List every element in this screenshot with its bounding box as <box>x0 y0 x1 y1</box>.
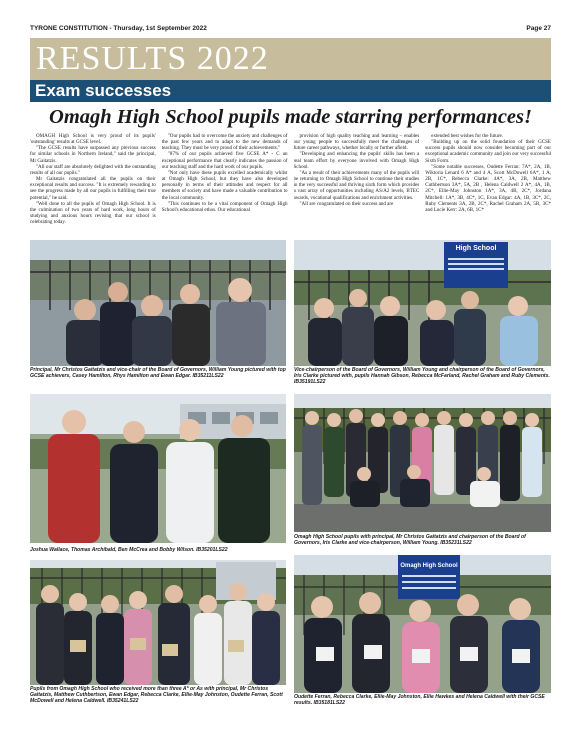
article-column-4 <box>425 133 551 239</box>
photo-top-grades-group <box>30 560 286 685</box>
publication-dateline: TYRONE CONSTITUTION - Thursday, 1st September 2022 <box>30 24 207 32</box>
results-banner <box>30 38 551 80</box>
paragraph: "Not only have these pupils excelled academically whilst at Omagh High School, but they have also developed personally in terms of their attitudes and respect for all members of society and have made a valuable contribution to the local community. <box>161 169 288 201</box>
paragraph: "Developing and enhancing the pupils' skills has been a real team effort by everyone involved with Omagh High School. <box>293 151 420 170</box>
photo-four-pupils <box>30 394 286 543</box>
section-banner <box>30 80 551 102</box>
page-header <box>30 22 551 34</box>
page-number: Page 27 <box>526 24 551 32</box>
banner-title: RESULTS 2022 <box>36 40 269 77</box>
article-column-2 <box>162 133 288 239</box>
photo-girls-with-results <box>294 555 551 693</box>
paragraph: "Some notable successes, Oudette Ferran: 7A*, 2A, 1B, Wiktoria Lenard 6 A* and 4 A, Scott McDowell 6A*, 1 A, 2B, 1C*, Rebecca Clarke: 4A*, 3A, 2B, Matthew Cuthbertson 3A*, 5A, 2B , Helena Caldwell 2 A*, 4A, 1B, 2C*, Ellie-May Johnston 1A*, 3A, 4B, 2C*, Jordana Mitchell: 1A*, 3B, 4C*, 1C, Evan Edgar: 4A, 1B, 3C*, 2C, Ruby Clements 3A, 2B, 2C*, Rachel Graham 2A, 5B, 3C* and Lucie Kerr: 2A, 6B, 1C* <box>425 163 551 213</box>
school-sign-text: Omagh High School <box>400 563 458 569</box>
section-title: Exam successes <box>35 81 172 100</box>
photo-caption: Pupils from Omagh High School who received more than three A* or As with principal, Mr Christos Gaitatzis, Matthew Cuthbertson, Ewan Edgar, Rebecca Clarke, Ellie-May Johnston, Oudette Ferran, Scott McDowell and Helena Caldwell. IB35241LS22 <box>30 686 283 705</box>
school-sign-text: High School <box>455 245 497 252</box>
photo-group-with-principal <box>294 394 551 532</box>
photo-caption: Oudette Ferran, Rebecca Clarke, Ellie-May Johnston, Ellie Hawkes and Helena Caldwell with their GCSE results. IB35181LS22 <box>294 694 545 707</box>
photo-governors-pupils <box>294 240 551 366</box>
paragraph: "Our pupils had to overcome the anxiety and challenges of the past few years and to adapt to the new demands of teaching. They must be very proud of their achievements." <box>161 133 288 152</box>
photo-principal-top-achievers <box>30 240 286 366</box>
photo-caption: Vice-chairperson of the Board of Governors, William Young and chairperson of the Board of Governors, Iris Clarke pictured with, pupils Hannah Gibson, Rebecca McFarland, Rachel Graham and Ruby Clements. IB35191LS22 <box>294 367 550 386</box>
paragraph: "Building up on the solid foundation of their GCSE success pupils should now consider becoming part of our exceptional academic community and join our very successful Sixth Form. <box>425 139 551 164</box>
paragraph: "The GCSE results have surpassed any previous success for similar schools in Northern Ireland," said the principal, Mr Gaitatzis. <box>30 145 156 164</box>
paragraph: provision of high quality teaching and learning – enables our young people to successfully meet the challenges of future career pathways, whether locally or further afield. <box>293 133 420 152</box>
photo-caption: Omagh High School pupils with principal, Mr Christos Gaitatzis and chairperson of the Board of Governors, Iris Clarke and vice-chairperson, William Young. IB35231LS22 <box>294 534 526 547</box>
paragraph: "87% of our pupils achieved five GCSE A* - C an exceptional performance that clearly indicates the passion of our teaching staff and the hard work of our pupils. <box>161 151 288 170</box>
paragraph: "As a result of their achievements many of the pupils will be returning to Omagh High School to continue their studies in the very successful and thriving sixth form which provides a vast array of opportunities including AS/A2 levels, BTEC awards, vocational qualifications and enrichment activities. <box>293 169 420 201</box>
article-headline: Omagh High School pupils made starring performances! <box>49 106 532 128</box>
paragraph: "Well done to all the pupils of Omagh High School. It is the culmination of two years of hard work, long hours of studying and anxious hours revising that our school is celebrating today. <box>30 200 156 226</box>
article-column-3 <box>294 133 420 239</box>
article-body <box>30 133 551 239</box>
paragraph: "All are congratulated on their success and are <box>299 200 394 207</box>
paragraph: "All our staff are absolutely delighted with the outstanding results of all our pupils." <box>30 163 156 176</box>
paragraph: extended best wishes for the future. <box>431 133 504 139</box>
paragraph: OMAGH High School is very proud of its pupils' 'outstanding' results at GCSE level. <box>30 133 156 146</box>
paragraph: "This continues to be a vital component of Omagh High School's educational ethos. Our educational <box>161 200 288 213</box>
paragraph: Mr Gaitatzis congratulated all the pupils on their exceptional results and success. "It is extremely rewarding to see the progress made by all our pupils in fulfilling their true potential," he said. <box>30 176 156 201</box>
photo-caption: Joshua Wallace, Thomas Archibald, Ben McCrea and Bobby Wilson. IB35201LS22 <box>30 547 228 553</box>
article-column-1 <box>30 133 156 239</box>
photo-caption: Principal, Mr Christos Gaitatzis and vice-chair of the Board of Governors, William Young pictured with top GCSE achievers, Casey Hamilton, Rhys Hamilton and Ewan Edgar. IB35211LS22 <box>30 367 286 380</box>
